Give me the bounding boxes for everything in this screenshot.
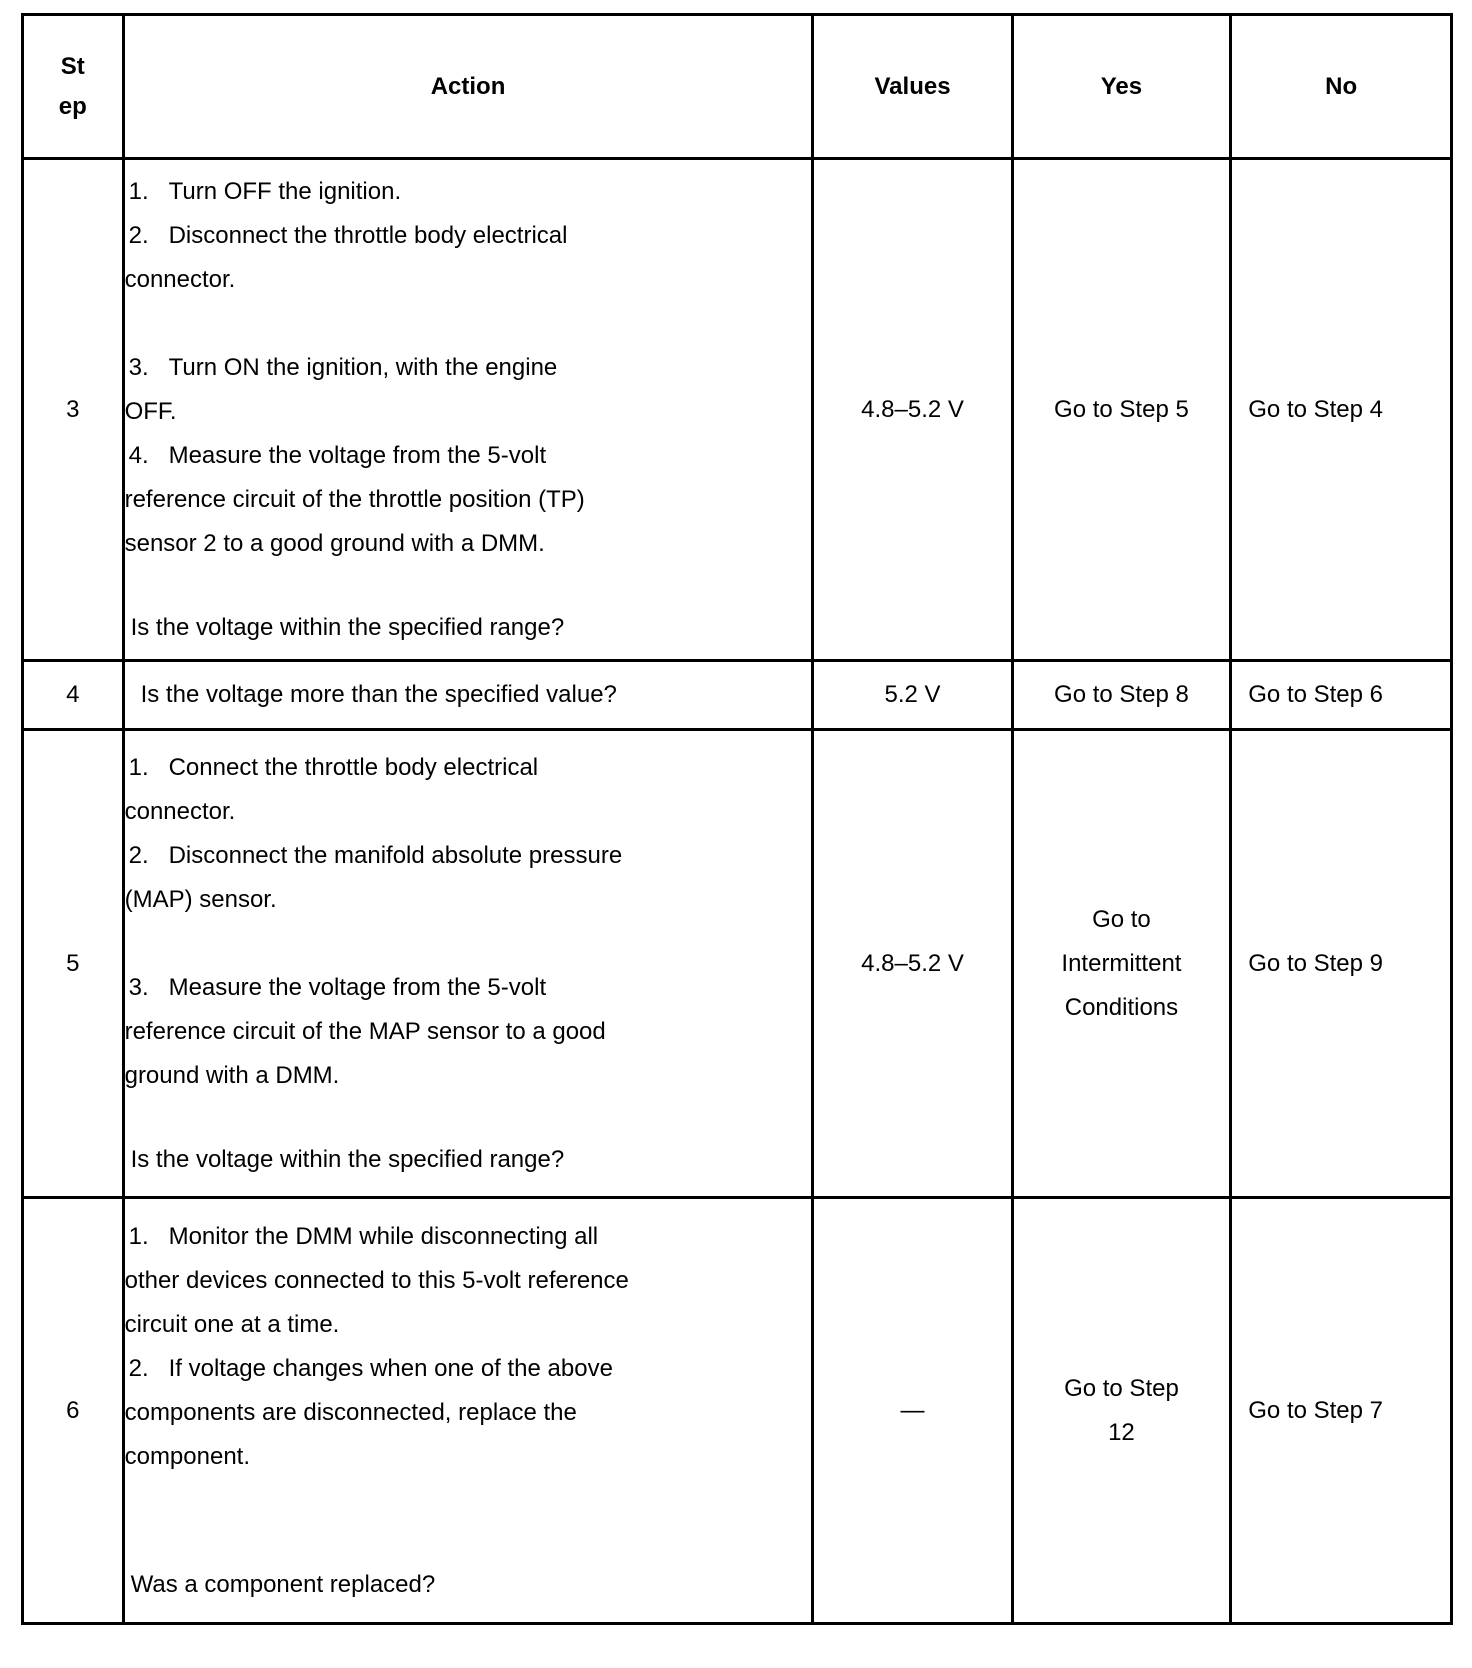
values-cell: 5.2 V	[813, 661, 1012, 730]
action-line: 3. Turn ON the ignition, with the engine	[128, 353, 558, 381]
step-number: 3	[23, 159, 124, 661]
action-line: reference circuit of the throttle position (TP)	[124, 485, 585, 513]
spacer	[125, 1098, 812, 1138]
action-line: components are disconnected, replace the	[124, 1398, 577, 1426]
yes-cell: Go to Step 5	[1012, 159, 1231, 661]
no-cell: Go to Step 9	[1231, 730, 1452, 1198]
step-number: 4	[23, 661, 124, 730]
action-line: 1. Connect the throttle body electrical	[128, 753, 539, 781]
action-line: reference circuit of the MAP sensor to a good	[124, 1017, 606, 1045]
action-line: 1. Monitor the DMM while disconnecting all	[128, 1222, 599, 1250]
no-cell: Go to Step 4	[1231, 159, 1452, 661]
yes-cell: Go to Step 8	[1012, 661, 1231, 730]
action-line: 1. Turn OFF the ignition.	[128, 177, 402, 205]
action-cell	[123, 1198, 813, 1624]
action-line: 2. Disconnect the manifold absolute pressure	[128, 841, 623, 869]
yes-line: Conditions	[1064, 993, 1179, 1021]
spacer	[125, 922, 812, 966]
action-line: (MAP) sensor.	[124, 885, 277, 913]
action-question: Is the voltage within the specified range?	[130, 613, 565, 641]
yes-line: Intermittent	[1061, 949, 1182, 977]
yes-line: 12	[1108, 1418, 1135, 1446]
action-question: Was a component replaced?	[130, 1570, 436, 1598]
action-line: 4. Measure the voltage from the 5-volt	[128, 441, 547, 469]
header-step-line-1: St	[60, 52, 85, 80]
yes-line: Go to Step	[1064, 1374, 1179, 1402]
table-row-step-5	[23, 730, 1452, 1198]
spacer	[125, 566, 812, 606]
header-action: Action	[123, 15, 813, 159]
table-row-step-3	[23, 159, 1452, 661]
action-cell	[123, 159, 813, 661]
values-cell: 4.8–5.2 V	[813, 730, 1012, 1198]
action-question: Is the voltage within the specified range?	[130, 1145, 565, 1173]
action-line: OFF.	[124, 397, 177, 425]
diagnostic-table	[21, 13, 1453, 1625]
action-line: 2. Disconnect the throttle body electrical	[128, 221, 568, 249]
action-line: connector.	[124, 265, 236, 293]
values-cell: —	[813, 1198, 1012, 1624]
header-values: Values	[813, 15, 1012, 159]
header-row	[23, 15, 1452, 159]
no-cell: Go to Step 6	[1231, 661, 1452, 730]
action-line: circuit one at a time.	[124, 1310, 340, 1338]
header-step	[23, 15, 124, 159]
yes-cell	[1012, 1198, 1231, 1624]
header-step-line-2: ep	[58, 92, 87, 120]
yes-line: Go to	[1092, 905, 1151, 933]
table-row-step-6	[23, 1198, 1452, 1624]
action-cell	[123, 730, 813, 1198]
action-line: other devices connected to this 5-volt reference	[124, 1266, 629, 1294]
action-line: sensor 2 to a good ground with a DMM.	[124, 529, 545, 557]
step-number: 5	[23, 730, 124, 1198]
values-cell: 4.8–5.2 V	[813, 159, 1012, 661]
spacer	[125, 302, 812, 346]
action-line: 3. Measure the voltage from the 5-volt	[128, 973, 547, 1001]
header-no: No	[1231, 15, 1452, 159]
yes-cell	[1012, 730, 1231, 1198]
table-row-step-4	[23, 661, 1452, 730]
action-question: Is the voltage more than the specified value?	[123, 661, 813, 730]
no-cell: Go to Step 7	[1231, 1198, 1452, 1624]
action-line: component.	[124, 1442, 251, 1470]
action-line: connector.	[124, 797, 236, 825]
spacer	[125, 1479, 812, 1563]
action-line: ground with a DMM.	[124, 1061, 340, 1089]
step-number: 6	[23, 1198, 124, 1624]
header-yes: Yes	[1012, 15, 1231, 159]
action-line: 2. If voltage changes when one of the above	[128, 1354, 613, 1382]
